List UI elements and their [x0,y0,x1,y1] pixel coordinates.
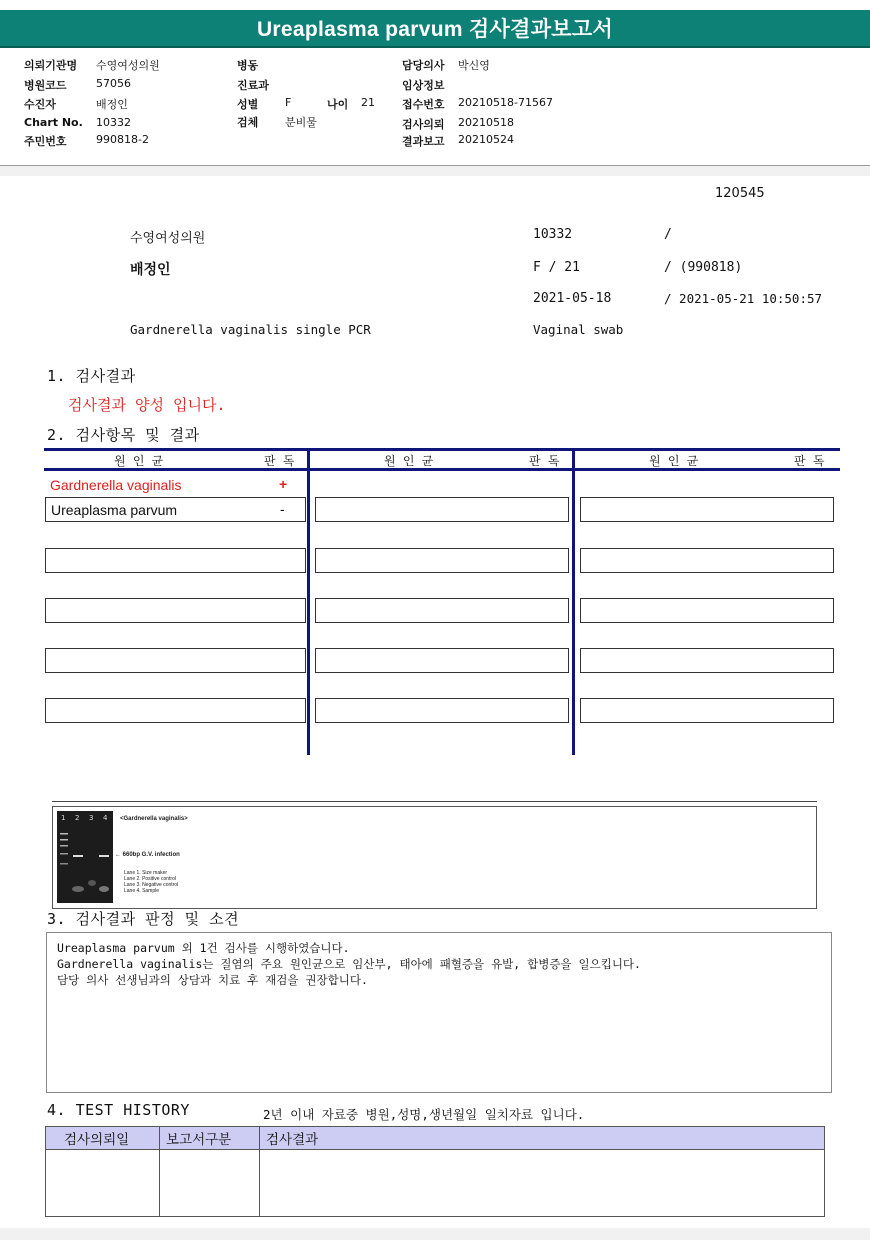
history-col-result: 검사결과 [260,1127,825,1150]
col-header-judge-3: 판 독 [794,454,825,468]
gel-legend-3: Lane 3. Negative control [124,882,179,888]
history-col-date: 검사의뢰일 [46,1127,160,1150]
overall-result: 검사결과 양성 입니다. [68,396,226,414]
opinion-line: 담당 의사 선생님과의 상담과 치료 후 재검을 권장합니다. [57,973,368,987]
history-note: 2년 이내 자료중 병원,성명,생년월일 일치자료 입니다. [263,1107,585,1122]
report-header [0,10,870,48]
table-top-line [44,448,840,451]
history-cell [260,1150,825,1217]
result-name-gardnerella: Gardnerella vaginalis [50,477,182,493]
history-col-type: 보고서구분 [160,1127,260,1150]
section1-title: 1. 검사결과 [47,367,136,385]
summary-birth: / (990818) [664,260,743,275]
summary-request-date: 2021-05-18 [533,291,612,306]
age-field: 나이 21 [327,96,375,111]
summary-hospital: 수영여성의원 [130,231,206,246]
result-name-ureaplasma: Ureaplasma parvum [51,502,178,518]
summary-specimen: Vaginal swab [533,322,624,337]
result-cell [45,648,306,673]
department-field: 진료과 [237,79,269,92]
gel-lane-1: 1 [61,814,66,822]
opinion-text [57,940,641,988]
patient-info-block [0,48,870,166]
result-cell [580,648,834,673]
result-mark-ureaplasma: - [280,501,285,517]
specimen-field: 검체 분비물 [237,116,317,129]
report-date-field: 결과보고 20210524 [402,133,514,148]
result-cell [315,598,569,623]
summary-slash: / [664,227,672,242]
gel-electrophoresis-image [57,811,113,903]
section2-title: 2. 검사항목 및 결과 [47,426,200,444]
summary-sex-age: F / 21 [533,260,580,275]
gel-legend-2: Lane 2. Positive control [124,876,176,882]
history-header-row [46,1127,825,1150]
receipt-number-field: 접수번호 20210518-71567 [402,96,553,111]
section3-title: 3. 검사결과 판정 및 소견 [47,910,240,928]
report-title: Ureaplasma parvum 검사결과보고서 [256,18,614,41]
result-cell [580,497,834,522]
column-divider-1 [307,448,310,755]
result-cell [315,497,569,522]
summary-test-name: Gardnerella vaginalis single PCR [130,322,371,337]
result-cell [45,497,306,522]
history-cell [46,1150,160,1217]
hospital-code-field: 병원코드 57056 [24,77,131,92]
result-cell [315,648,569,673]
gel-lane-4: 4 [103,814,108,822]
doctor-field: 담당의사 박신영 [402,59,490,72]
result-cell [315,548,569,573]
clinical-info-field: 임상정보 [402,79,445,92]
history-row [46,1150,825,1217]
summary-report-datetime: / 2021-05-21 10:50:57 [664,291,823,306]
result-cell [315,698,569,723]
gel-legend-1: Lane 1. Size maker [124,870,168,876]
result-cell [580,548,834,573]
report-number: 120545 [715,186,765,201]
request-date-field: 검사의뢰 20210518 [402,116,514,131]
resident-id-field: 주민번호 990818-2 [24,133,149,148]
result-cell [45,698,306,723]
gel-lane-3: 3 [89,814,94,822]
separator [0,166,870,176]
col-header-judge-2: 판 독 [529,454,560,468]
gel-title: <Gardnerella vaginalis> [120,816,188,822]
ward-field: 병동 [237,59,259,72]
gel-divider [52,801,817,802]
opinion-line: Ureaplasma parvum 외 1건 검사를 시행하였습니다. [57,941,350,955]
opinion-line: Gardnerella vaginalis는 질염의 주요 원인균으로 임산부, 태아에 패혈증을 유발, 합병증을 일으킵니다. [57,957,641,971]
result-cell [45,548,306,573]
opinion-box [46,932,832,1093]
gel-band-label: ← 660bp G.V. infection [115,852,180,858]
col-header-judge-1: 판 독 [264,454,295,468]
footer-separator [0,1228,870,1240]
result-cell [580,598,834,623]
col-header-pathogen-2: 원 인 균 [384,454,434,468]
column-divider-2 [572,448,575,755]
col-header-pathogen-1: 원 인 균 [114,454,164,468]
summary-patient: 배정인 [130,262,171,278]
result-mark-gardnerella: + [279,476,288,492]
history-cell [160,1150,260,1217]
col-header-pathogen-3: 원 인 균 [649,454,699,468]
patient-name-field: 수진자 배정인 [24,98,128,111]
section4-title: 4. TEST HISTORY [47,1101,190,1119]
summary-chart: 10332 [533,227,573,242]
gel-lane-2: 2 [75,814,80,822]
gel-legend-4: Lane 4. Sample [124,888,160,894]
history-table [45,1126,825,1217]
table-header-line [44,468,840,471]
result-cell [580,698,834,723]
result-cell [45,598,306,623]
sex-field: 성별 F [237,96,292,111]
hospital-field: 의뢰기관명 수영여성의원 [24,59,160,72]
chart-number-field: Chart No. 10332 [24,116,131,129]
